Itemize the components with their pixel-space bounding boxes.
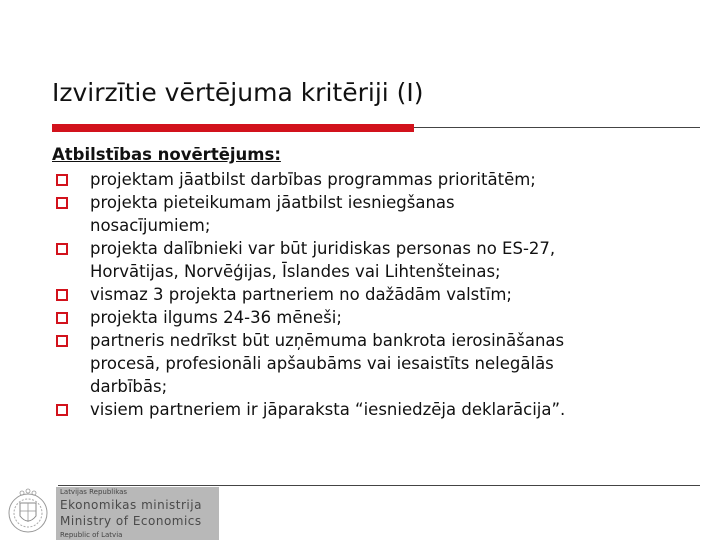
list-item <box>52 283 692 306</box>
list-item <box>52 191 692 237</box>
list-item-text: nosacījumiem; <box>90 216 211 235</box>
bullet-icon <box>56 404 68 416</box>
list-item-text: projekta dalībnieki var būt juridiskas personas no ES-27, <box>90 239 556 258</box>
section-heading: Atbilstības novērtējums: <box>52 145 281 164</box>
list-item <box>52 306 692 329</box>
list-item <box>52 329 692 398</box>
ministry-logo <box>0 484 220 540</box>
list-item <box>52 237 692 283</box>
ministry-name-lv: Ekonomikas ministrija <box>60 498 202 512</box>
bullet-icon <box>56 335 68 347</box>
coat-of-arms-icon <box>6 486 50 538</box>
list-item-text: projektam jāatbilst darbības programmas prioritātēm; <box>90 170 536 189</box>
bullet-icon <box>56 243 68 255</box>
title-accent-bar <box>52 124 414 132</box>
list-item-text: darbībās; <box>90 377 168 396</box>
bullet-icon <box>56 197 68 209</box>
list-item-text: projekta ilgums 24-36 mēneši; <box>90 308 342 327</box>
title-divider-line <box>414 127 700 128</box>
list-item-text: visiem partneriem ir jāparaksta “iesniedzēja deklarācija”. <box>90 400 566 419</box>
bullet-icon <box>56 289 68 301</box>
list-item-text: procesā, profesionāli apšaubāms vai iesaistīts nelegālās <box>90 354 554 373</box>
ministry-name-en: Ministry of Economics <box>60 514 202 528</box>
bullet-icon <box>56 174 68 186</box>
ministry-top-text: Latvijas Republikas <box>60 488 128 496</box>
list-item <box>52 398 692 421</box>
ministry-logo-block <box>56 487 219 540</box>
bullet-icon <box>56 312 68 324</box>
list-item-text: projekta pieteikumam jāatbilst iesniegšanas <box>90 193 455 212</box>
list-item-text: Horvātijas, Norvēģijas, Īslandes vai Lihtenšteinas; <box>90 262 501 281</box>
slide-title: Izvirzītie vērtējuma kritēriji (I) <box>52 78 424 107</box>
list-item <box>52 168 692 191</box>
ministry-bottom-text: Republic of Latvia <box>60 531 123 539</box>
list-item-text: partneris nedrīkst būt uzņēmuma bankrota ierosināšanas <box>90 331 565 350</box>
list-item-text: vismaz 3 projekta partneriem no dažādām valstīm; <box>90 285 512 304</box>
criteria-list <box>52 168 692 421</box>
